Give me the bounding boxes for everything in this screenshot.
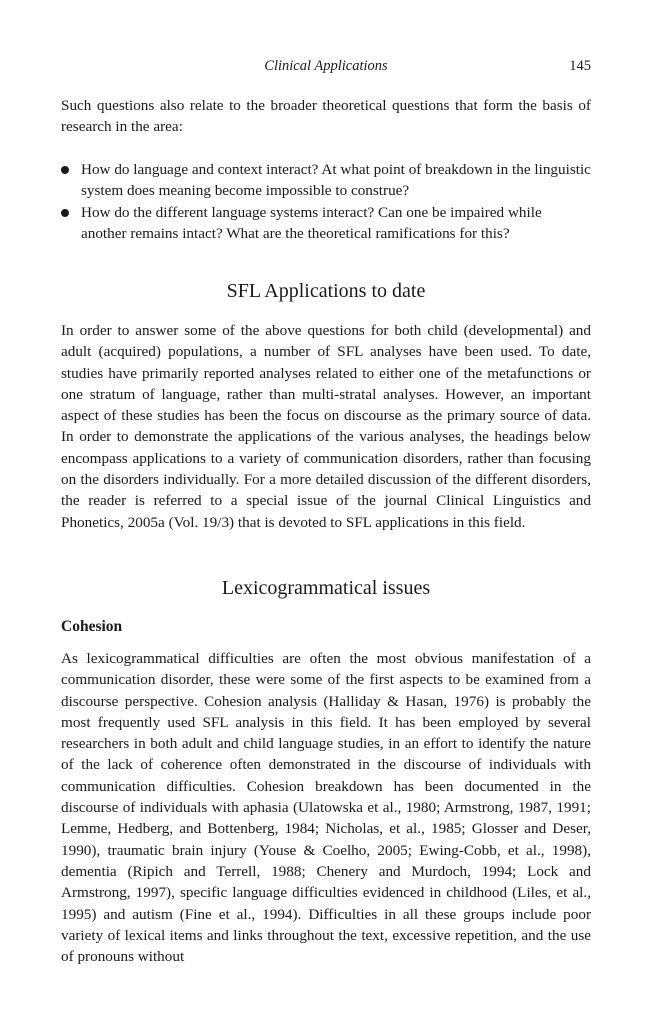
list-item	[61, 202, 591, 245]
list-item	[61, 159, 591, 202]
question-list	[61, 159, 591, 244]
list-item-text: How do the different language systems interact? Can one be impaired while another remains intact? What are the theoretical ramifications for this?	[81, 203, 542, 242]
bullet-icon	[61, 166, 69, 174]
section-heading-lexicogrammatical: Lexicogrammatical issues	[221, 577, 431, 599]
running-title: Clinical Applications	[264, 58, 388, 74]
section-heading-sfl-applications: SFL Applications to date	[226, 280, 426, 302]
list-item-text: How do language and context interact? At what point of breakdown in the linguistic system does meaning become impossible to construe?	[81, 161, 591, 200]
sfl-applications-paragraph: In order to answer some of the above questions for both child (developmental) and adult (acquired) populations, a number of SFL analyses have been used. To date, studies have primarily reported analyses related to either one of the metafunctions or one stratum of language, rather than multi-stratal analyses. However, an important aspect of these studies has been the focus on discourse as the primary source of data. In order to demonstrate the applications of the various analyses, the headings below encompass applications to a variety of communication disorders, rather than focusing on the disorders individually. For a more detailed discussion of the different disorders, the reader is referred to a special issue of the journal Clinical Linguistics and Phonetics, 2005a (Vol. 19/3) that is devoted to SFL applications in this field.	[61, 322, 591, 531]
subheading-cohesion: Cohesion	[61, 618, 123, 635]
page-number: 145	[569, 58, 591, 74]
running-head	[61, 58, 591, 78]
intro-paragraph: Such questions also relate to the broader theoretical questions that form the basis of research in the area:	[61, 97, 591, 136]
bullet-icon	[61, 209, 69, 217]
cohesion-paragraph: As lexicogrammatical difficulties are often the most obvious manifestation of a communication disorder, these were some of the first aspects to be examined from a discourse perspective. Cohesion analysis (Halliday & Hasan, 1976) is probably the most frequently used SFL analysis in this field. It has been employed by several researchers in both adult and child language studies, in an effort to identify the nature of the lack of coherence often demonstrated in the discourse of individuals with communication difficulties. Cohesion breakdown has been documented in the discourse of individuals with aphasia (Ulatowska et al., 1980; Armstrong, 1987, 1991; Lemme, Hedberg, and Bottenberg, 1984; Nicholas, et al., 1985; Glosser and Deser, 1990), traumatic brain injury (Youse & Coelho, 2005; Ewing-Cobb, et al., 1998), dementia (Ripich and Terrell, 1988; Chenery and Murdoch, 1994; Lock and Armstrong, 1997), specific language difficulties evidenced in childhood (Liles, et al., 1995) and autism (Fine et al., 1994). Difficulties in all these groups include poor variety of lexical items and links throughout the text, excessive repetition, and the use of pronouns without	[61, 650, 591, 966]
